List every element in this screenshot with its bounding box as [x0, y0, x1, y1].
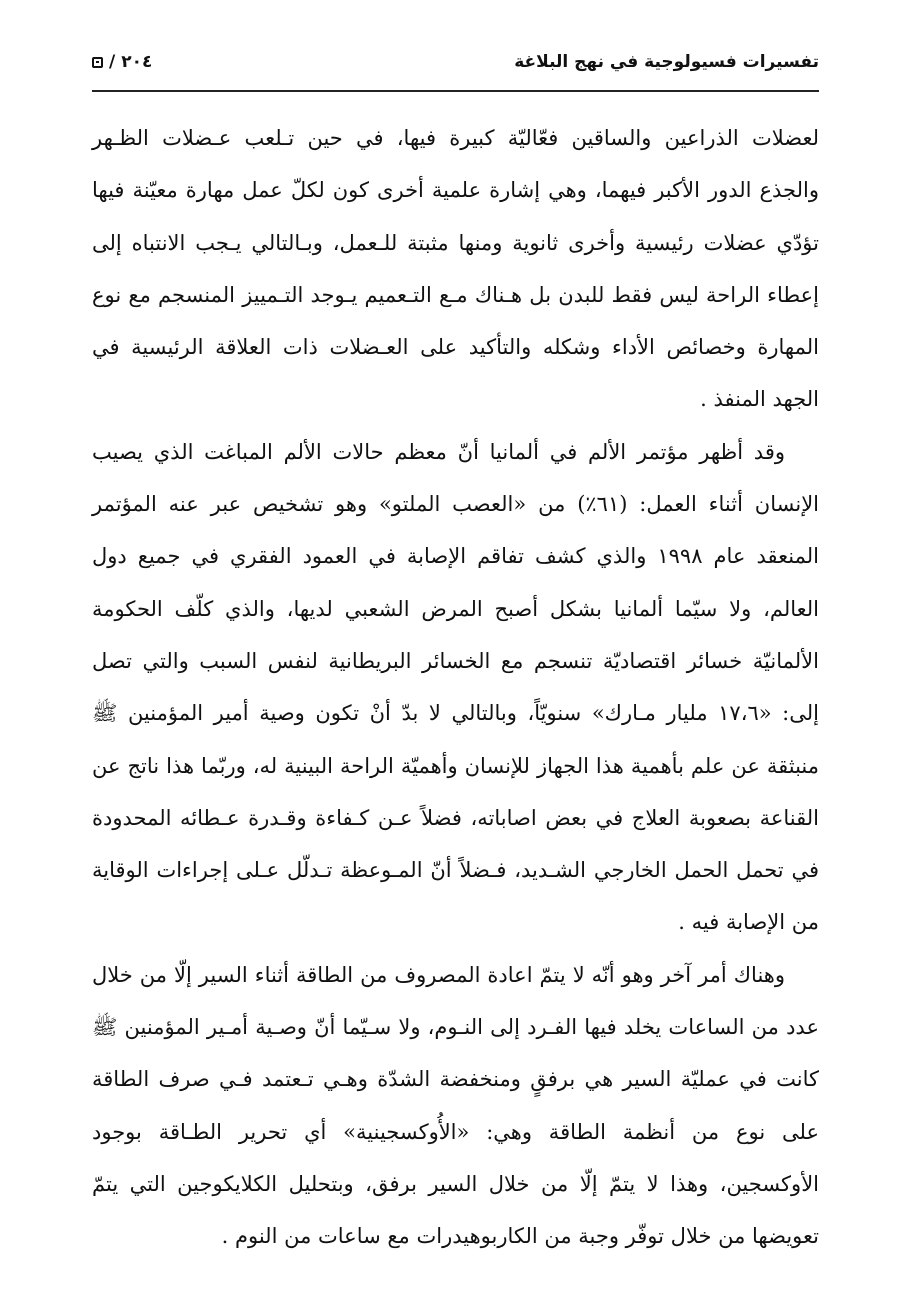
page-number: ٢٠٤ — [121, 52, 153, 72]
page-number-block — [92, 52, 152, 72]
page-header — [92, 48, 819, 88]
body-text — [92, 112, 819, 1263]
paragraph: وقد أظهر مؤتمر الألم في ألمانيا أنّ معظم حالات الألم المباغت الذي يصيب الإنسان أثناء العمل: (٦١٪) من «العصب الملتو» وهو تشخيص عبر عنه المؤتمر المنعقد عام ١٩٩٨ والذي كشف تفاقم الإصابة في العمود الفقري في جميع دول العالم، ولا سيّما ألمانيا بشكل أصبح المرض الشعبي لديها، والذي كلّف الحكومة الألمانيّة خسائر اقتصاديّة تنسجم مع الخسائر البريطانية لنفس السبب والتي تصل إلى: «١٧،٦ مليار مـارك» سنويّاً، وبالتالي لا بدّ أنْ تكون وصية أمير المؤمنين ﷺ منبثقة عن علم بأهمية هذا الجهاز للإنسان وأهميّة الراحة البينية له، وربّما هذا ناتج عن القناعة بصعوبة العلاج في بعض اصاباته، فضلاً عـن كـفاءة وقـدرة عـطائه المحدودة في تحمل الحمل الخارجي الشـديد، فـضلاً أنّ المـوعظة تـدلّل عـلى إجراءات الوقاية من الإصابة فيه . — [92, 439, 820, 935]
book-icon — [92, 57, 103, 68]
paragraph: لعضلات الذراعين والساقين فعّاليّة كبيرة فيها، في حين تـلعب عـضلات الظـهر والجذع الدور الأكبر فيهما، وهي إشارة علمية أخرى كون لكلّ عمل مهارة معيّنة فيها تؤدّي عضلات رئيسية وأخرى ثانوية ومنها مثبتة للـعمل، وبـالتالي يـجب الانتباه إلى إعطاء الراحة ليس فقط للبدن بل هـناك مـع التـعميم يـوجد التـمييز المنسجم مع نوع المهارة وخصائص الأداء وشكله والتأكيد على العـضلات ذات العلاقة الرئيسية في الجهد المنفذ . — [92, 126, 819, 412]
paragraph: وهناك أمر آخر وهو أنّه لا يتمّ اعادة المصروف من الطاقة أثناء السير إلّا من خلال عدد من الساعات يخلد فيها الفـرد إلى النـوم، ولا سـيّما أنّ وصـية أمـير المؤمنين ﷺ كانت في عمليّة السير هي برفقٍ ومنخفضة الشدّة وهـي تـعتمد فـي صرف الطاقة على نوع من أنظمة الطاقة وهي: «الأُوكسجينية» أي تحرير الطـاقة بوجود الأوكسجين، وهذا لا يتمّ إلّا من خلال السير برفق، وبتحليل الكلايكوجين التي يتمّ تعويضها من خلال توفّر وجبة من الكاربوهيدرات مع ساعات من النوم . — [92, 962, 819, 1249]
header-rule — [92, 90, 819, 92]
page-separator: / — [109, 52, 116, 72]
running-title: تفسيرات فسيولوجية في نهج البلاغة — [514, 52, 819, 72]
